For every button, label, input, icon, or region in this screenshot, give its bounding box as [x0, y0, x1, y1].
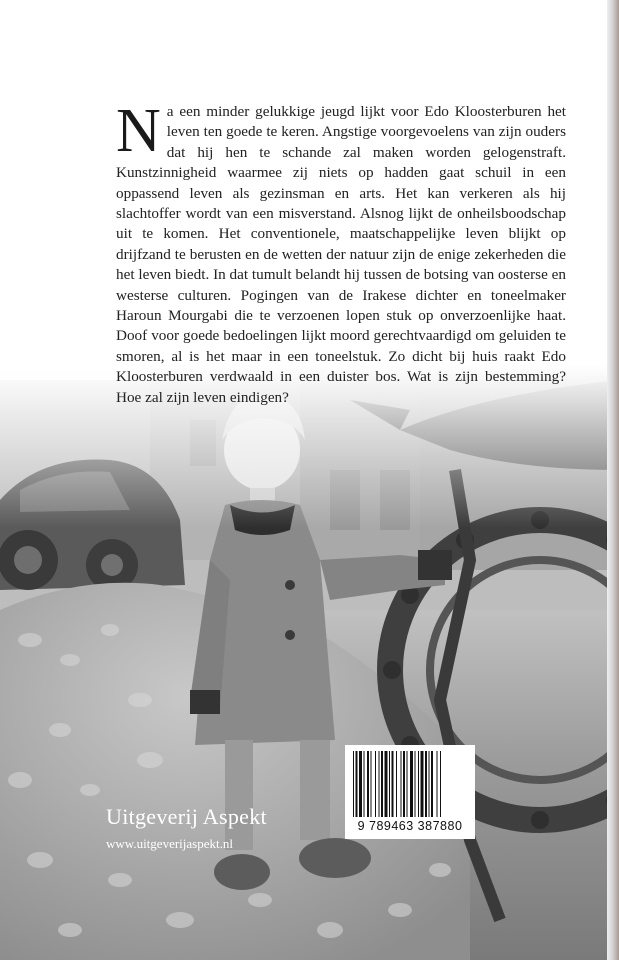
barcode-number: 9 789463 387880 [357, 819, 463, 833]
spine-edge [607, 0, 619, 960]
isbn-barcode [345, 745, 475, 839]
publisher-name: Uitgeverij Aspekt [106, 804, 267, 829]
back-cover-blurb [116, 97, 566, 408]
barcode-bars [351, 751, 469, 817]
drop-cap: N [116, 97, 161, 165]
publisher-website: www.uitgeverijaspekt.nl [106, 836, 233, 851]
blurb-text: a een minder gelukkige jeugd lijkt voor Edo Kloosterburen het leven ten goede te keren. Angstige voorgevoelens van zijn ouders dat hij hen te schande zal maken worden gelogenstraft. Kunstzinnigheid waarmee zij niets op hadden gaat schuil in een oppassend leven als gezinsman en arts. Het kan verkeren als hij slachtoffer wordt van een misverstand. Alsnog lijkt de onheilsboodschap uit te komen. Het conventionele, maatschappelijke leven blijkt op drijfzand te berusten en de wetten der natuur zijn de enige zekerheden die het leven biedt. In dat tumult belandt hij tussen de botsing van oosterse en westerse culturen. Pogingen van de Irakese dichter en toneelmaker Haroun Mourgabi die te verzoenen lopen stuk op onverzoenlijke haat. Doof voor goede bedoelingen lijkt moord gerechtvaardigd om geluiden te smoren, al is het maar in een toneelstuk. Zo dicht bij huis raakt Edo Kloosterburen verdwaald in een duister bos. Wat is zijn bestemming? Hoe zal zijn leven eindigen? [116, 103, 566, 406]
